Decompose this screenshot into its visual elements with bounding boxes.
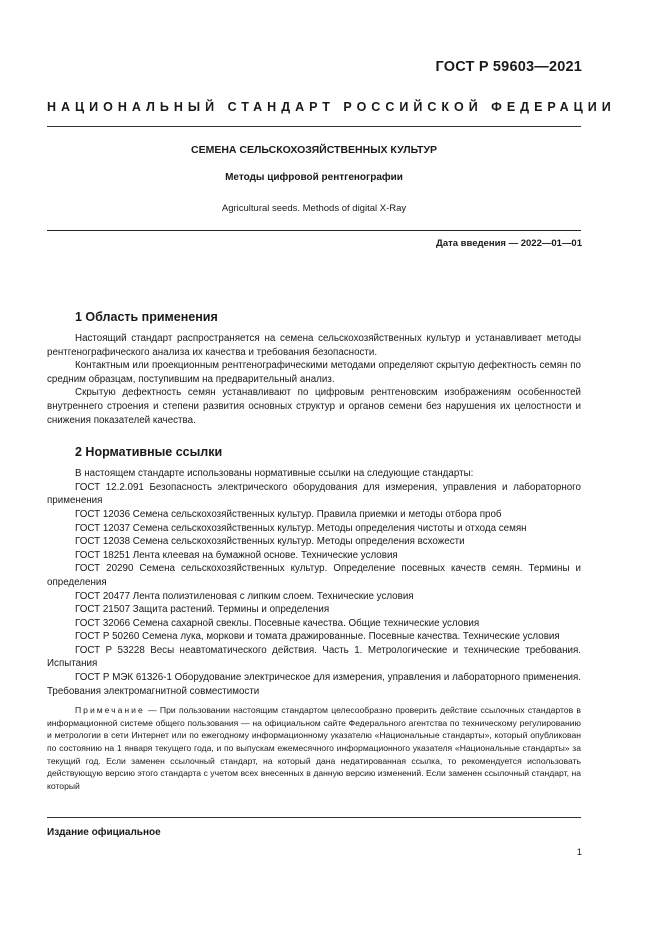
document-subtitle: Методы цифровой рентгенографии (225, 172, 403, 183)
footer-divider (47, 817, 581, 818)
normative-reference: ГОСТ 12038 Семена сельскохозяйственных культур. Методы определения всхожести (75, 536, 465, 548)
normative-reference: ГОСТ 20290 Семена сельскохозяйственных культур. Определение посевных качеств семян. Термины и определения (47, 563, 581, 588)
normative-reference: ГОСТ 18251 Лента клеевая на бумажной основе. Технические условия (75, 549, 398, 561)
official-edition-label: Издание официальное (47, 827, 161, 838)
document-title-english: Agricultural seeds. Methods of digital X-Ray (221, 203, 407, 214)
normative-reference: ГОСТ 12037 Семена сельскохозяйственных культур. Методы определения чистоты и отхода семян (75, 522, 527, 534)
section-2-intro: В настоящем стандарте использованы нормативные ссылки на следующие стандарты: (75, 468, 474, 480)
normative-reference: ГОСТ 32066 Семена сахарной свеклы. Посевные качества. Общие технические условия (75, 617, 480, 629)
normative-reference: ГОСТ 12036 Семена сельскохозяйственных культур. Правила приемки и методы отбора проб (75, 508, 502, 520)
note-label: Примечание (75, 705, 145, 716)
page-number: 1 (576, 847, 582, 858)
normative-reference: ГОСТ 21507 Защита растений. Термины и определения (75, 604, 330, 616)
section-1-heading: 1 Область применения (75, 310, 218, 324)
document-body (47, 310, 581, 792)
title-divider (47, 230, 581, 231)
top-divider (47, 126, 581, 127)
normative-reference: ГОСТ 20477 Лента полиэтиленовая с липким слоем. Технические условия (75, 590, 414, 602)
note-paragraph (47, 704, 581, 792)
gost-code: ГОСТ Р 59603—2021 (435, 59, 582, 75)
normative-reference: ГОСТ 12.2.091 Безопасность электрического оборудования для измерения, управления и лабораторного применения (47, 481, 581, 507)
document-title: СЕМЕНА СЕЛЬСКОХОЗЯЙСТВЕННЫХ КУЛЬТУР (190, 144, 438, 156)
national-standard-banner: НАЦИОНАЛЬНЫЙ СТАНДАРТ РОССИЙСКОЙ ФЕДЕРАЦИИ (47, 100, 616, 114)
normative-reference: ГОСТ Р МЭК 61326-1 Оборудование электрическое для измерения, управления и лабораторного применения. Требования электромагнитной совместимости (47, 672, 581, 697)
introduction-date: Дата введения — 2022—01—01 (436, 238, 582, 249)
normative-reference: ГОСТ Р 53228 Весы неавтоматического действия. Часть 1. Метрологические и технические требования. Испытания (47, 644, 581, 670)
section-1-paragraph: Контактным или проекционным рентгенографическими методами определяют скрытую дефектность семян по средним образцам, поступившим на предварительный анализ. (47, 360, 581, 385)
section-1-paragraph: Настоящий стандарт распространяется на семена сельскохозяйственных культур и устанавливает методы рентгенографического анализа их качества и требования безопасности. (47, 333, 581, 358)
section-2-heading: 2 Нормативные ссылки (75, 445, 223, 460)
note-text: — При пользовании настоящим стандартом целесообразно проверить действие ссылочных стандартов в информационной системе общего пользования — на официальном сайте Федерального агентства по техническому регулированию и метрологии в сети Интернет или по ежегодному информационному указателю «Национальные стандарты», который опубликован по состоянию на 1 января текущего года, и по выпускам ежемесячного информационного указателя «Национальные стандарты» за текущий год. Если заменен ссылочный стандарт, на который дана недатированная ссылка, то рекомендуется использовать действующую версию этого стандарта с учетом всех внесенных в данную версию изменений. Если заменен ссылочный стандарт, на который (47, 705, 581, 791)
normative-reference: ГОСТ Р 50260 Семена лука, моркови и томата дражированные. Посевные качества. Технические условия (75, 631, 560, 643)
section-1-paragraph: Скрытую дефектность семян устанавливают по цифровым рентгеновским изображениям особенностей внутреннего строения и степени развития основных структур и органов семени без нарушения их целостности и снижения показателей качества. (47, 387, 581, 426)
